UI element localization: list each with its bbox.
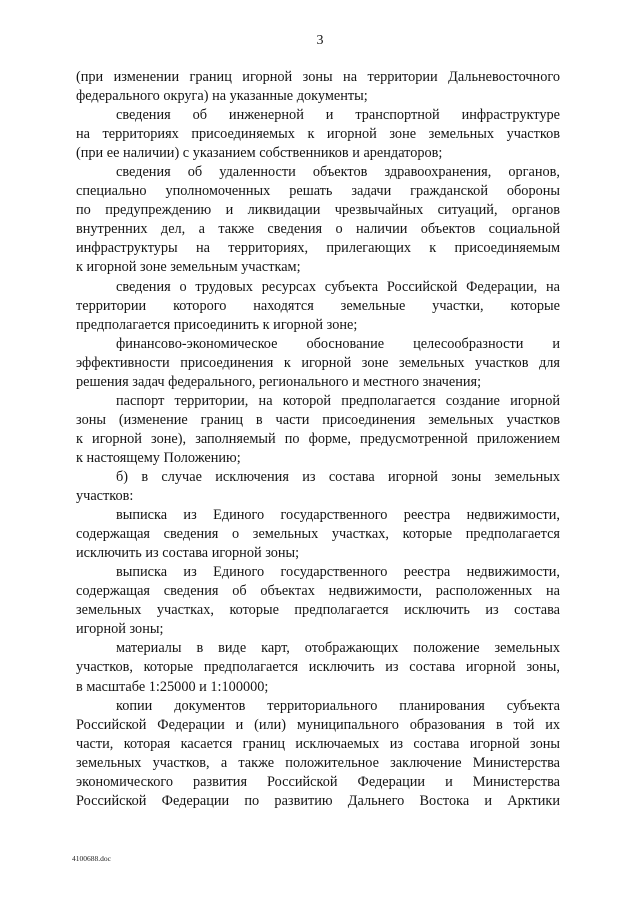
text-line: содержащая сведения об объектах недвижимости, расположенных на <box>76 583 560 600</box>
text-line: эффективности присоединения к игорной зоне земельных участков для <box>76 354 560 371</box>
text-line: земельных участков, а также положительное заключение Министерства <box>76 754 560 771</box>
text-line: на территориях присоединяемых к игорной зоне земельных участков <box>76 126 560 143</box>
text-line: предполагается присоединить к игорной зоне; <box>76 316 358 333</box>
text-line: выписка из Единого государственного реестра недвижимости, <box>116 507 560 524</box>
text-line: специально уполномоченных решать задачи гражданской обороны <box>76 183 560 200</box>
text-line: инфраструктуры на территориях, прилегающих к присоединяемым <box>76 240 560 257</box>
text-line: выписка из Единого государственного реестра недвижимости, <box>116 564 560 581</box>
footer-filename: 4100688.doc <box>72 854 111 863</box>
text-line: к настоящему Положению; <box>76 449 241 466</box>
text-line: зоны (изменение границ в части присоединения земельных участков <box>76 411 560 428</box>
text-line: экономического развития Российской Федерации и Министерства <box>76 773 560 790</box>
text-line: б) в случае исключения из состава игорной зоны земельных <box>116 468 560 485</box>
text-line: исключить из состава игорной зоны; <box>76 545 300 562</box>
text-line: материалы в виде карт, отображающих положение земельных <box>116 640 560 657</box>
text-line: Российской Федерации по развитию Дальнего Востока и Арктики <box>76 792 560 809</box>
text-line: (при ее наличии) с указанием собственников и арендаторов; <box>76 145 443 162</box>
text-line: игорной зоны; <box>76 621 164 638</box>
text-line: сведения о трудовых ресурсах субъекта Российской Федерации, на <box>116 278 560 295</box>
text-line: финансово-экономическое обоснование целесообразности и <box>116 335 560 352</box>
text-line: паспорт территории, на которой предполагается создание игорной <box>116 392 560 409</box>
text-line: (при изменении границ игорной зоны на территории Дальневосточного <box>76 69 560 85</box>
text-line: федерального округа) на указанные документы; <box>76 88 368 105</box>
text-line: решения задач федерального, регионального и местного значения; <box>76 373 482 390</box>
text-line: земельных участках, которые предполагается исключить из состава <box>76 602 560 619</box>
text-line: внутренних дел, а также сведения о наличии объектов социальной <box>76 221 560 238</box>
text-line: к игорной зоне), заполняемый по форме, предусмотренной приложением <box>76 430 560 447</box>
text-line: участков: <box>76 488 134 505</box>
text-line: по предупреждению и ликвидации чрезвычайных ситуаций, органов <box>76 202 560 219</box>
text-line: части, которая касается границ исключаемых из состава игорной зоны <box>76 735 560 752</box>
text-line: содержащая сведения о земельных участках, которые предполагается <box>76 526 560 543</box>
text-line: территории которого находятся земельные участки, которые <box>76 297 560 314</box>
text-line: в масштабе 1:25000 и 1:100000; <box>76 678 269 695</box>
text-line: сведения об удаленности объектов здравоохранения, органов, <box>116 164 560 181</box>
page-number: 3 <box>316 33 324 48</box>
text-line: Российской Федерации и (или) муниципального образования в той их <box>76 716 560 733</box>
text-line: копии документов территориального планирования субъекта <box>116 697 560 714</box>
text-line: участков, которые предполагается исключить из состава игорной зоны, <box>76 659 560 676</box>
text-line: сведения об инженерной и транспортной инфраструктуре <box>116 107 560 124</box>
body-text <box>76 68 560 811</box>
text-line: к игорной зоне земельным участкам; <box>76 259 301 276</box>
